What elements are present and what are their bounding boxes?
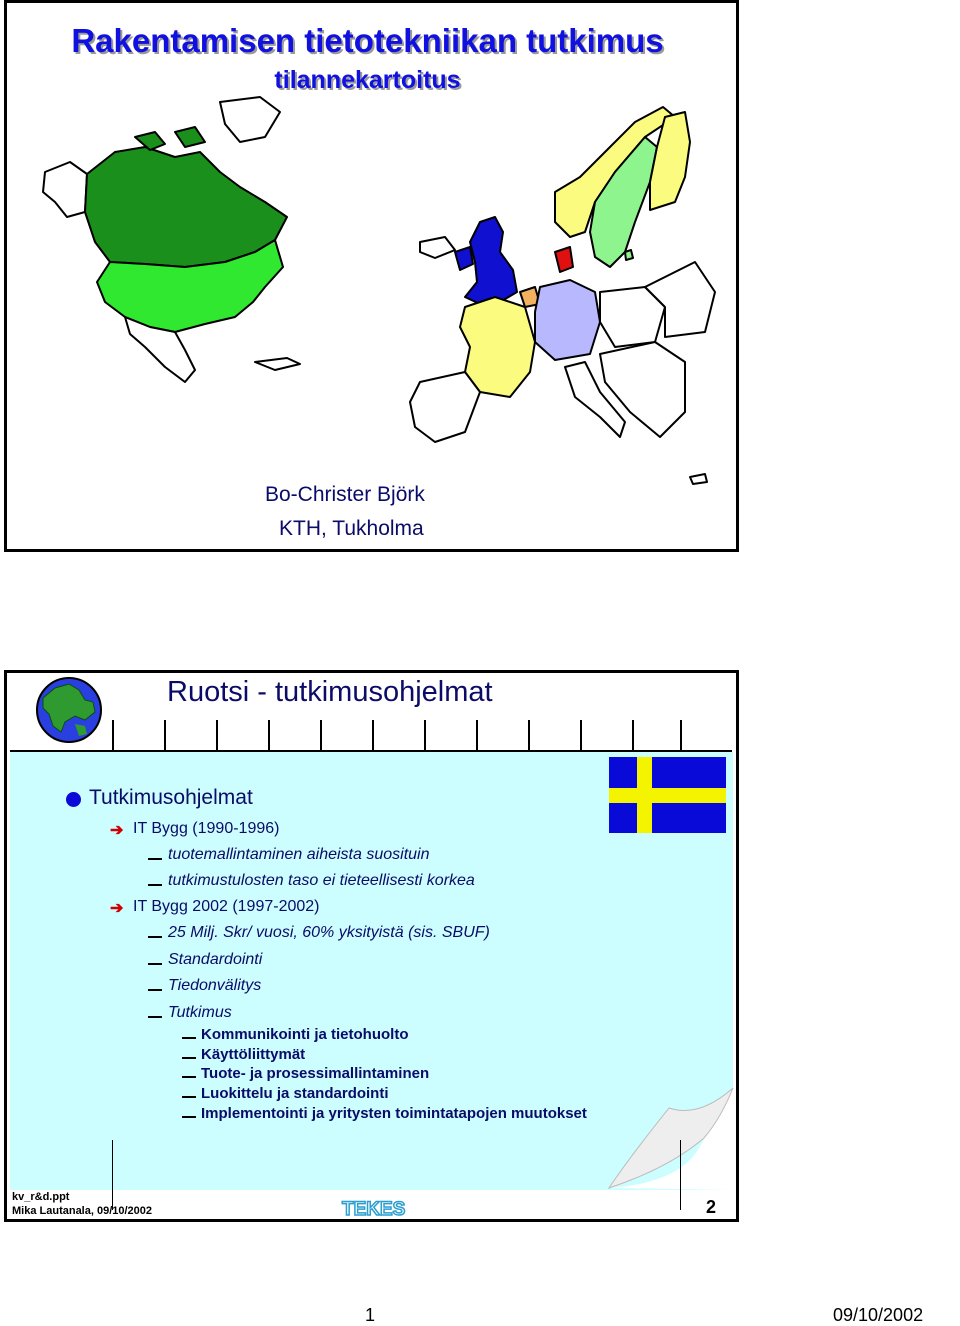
dash-icon — [148, 858, 162, 860]
ruler-tick — [680, 720, 682, 750]
author-affiliation: KTH, Tukholma — [279, 517, 424, 540]
program-2-item: Standardointi — [168, 951, 263, 968]
ruler-tick — [112, 720, 114, 750]
arrow-icon: ➔ — [110, 822, 124, 839]
page-curl — [609, 1088, 734, 1190]
slide1-title: Rakentamisen tietotekniikan tutkimus — [71, 22, 664, 59]
page-number: 1 — [365, 1305, 376, 1325]
program-2-item: 25 Milj. Skr/ vuosi, 60% yksityistä (sis. SBUF) — [168, 924, 490, 941]
dash-icon — [182, 1076, 196, 1078]
slide-page-number: 2 — [706, 1197, 717, 1217]
research-subitem: Kommunikointi ja tietohuolto — [201, 1026, 409, 1043]
research-subitem: Implementointi ja yritysten toimintatapojen muutokset — [201, 1105, 587, 1122]
program-2-item: Tiedonvälitys — [168, 977, 262, 994]
ruler-tick — [528, 720, 530, 750]
footer-author-date: Mika Lautanala, 09/10/2002 — [12, 1205, 153, 1217]
ruler-tick — [216, 720, 218, 750]
ruler-tick — [580, 720, 582, 750]
sweden-flag — [609, 757, 726, 833]
ruler-tick — [372, 720, 374, 750]
footer-file: kv_r&d.ppt — [12, 1191, 70, 1203]
ruler-tick — [424, 720, 426, 750]
program-2: IT Bygg 2002 (1997-2002) — [133, 898, 320, 915]
dash-icon — [182, 1096, 196, 1098]
program-2-item: Tutkimus — [168, 1004, 232, 1021]
program-1-item: tuotemallintaminen aiheista suosituin — [168, 846, 430, 863]
dash-icon — [148, 963, 162, 965]
ruler-line — [10, 750, 732, 752]
dash-icon — [182, 1057, 196, 1059]
dash-icon — [182, 1037, 196, 1039]
research-subitem: Tuote- ja prosessimallintaminen — [201, 1065, 430, 1082]
bullet-icon — [66, 792, 81, 807]
ruler-tick — [268, 720, 270, 750]
author-name: Bo-Christer Björk — [265, 483, 425, 506]
research-subitem: Käyttöliittymät — [201, 1046, 306, 1063]
dash-icon — [182, 1116, 196, 1118]
dash-icon — [148, 989, 162, 991]
ruler-tick — [476, 720, 478, 750]
tekes-logo — [340, 1195, 406, 1221]
program-1-item: tutkimustulosten taso ei tieteellisesti korkea — [168, 872, 475, 889]
ruler-line-vertical — [680, 1140, 681, 1210]
ruler-tick — [632, 720, 634, 750]
slide2-title: Ruotsi - tutkimusohjelmat — [167, 676, 493, 708]
ruler-line-vertical — [112, 1140, 113, 1210]
ruler-tick — [164, 720, 166, 750]
slide1-subtitle: tilannekartoitus — [274, 66, 461, 94]
map-illustration — [25, 92, 715, 492]
dash-icon — [148, 884, 162, 886]
ruler-tick — [320, 720, 322, 750]
arrow-icon: ➔ — [110, 900, 124, 917]
globe-icon — [35, 676, 103, 744]
dash-icon — [148, 936, 162, 938]
page-date: 09/10/2002 — [833, 1305, 924, 1325]
main-bullet: Tutkimusohjelmat — [89, 786, 253, 809]
dash-icon — [148, 1016, 162, 1018]
research-subitem: Luokittelu ja standardointi — [201, 1085, 389, 1102]
program-1: IT Bygg (1990-1996) — [133, 820, 280, 837]
svg-text:TEKES: TEKES — [342, 1199, 406, 1220]
